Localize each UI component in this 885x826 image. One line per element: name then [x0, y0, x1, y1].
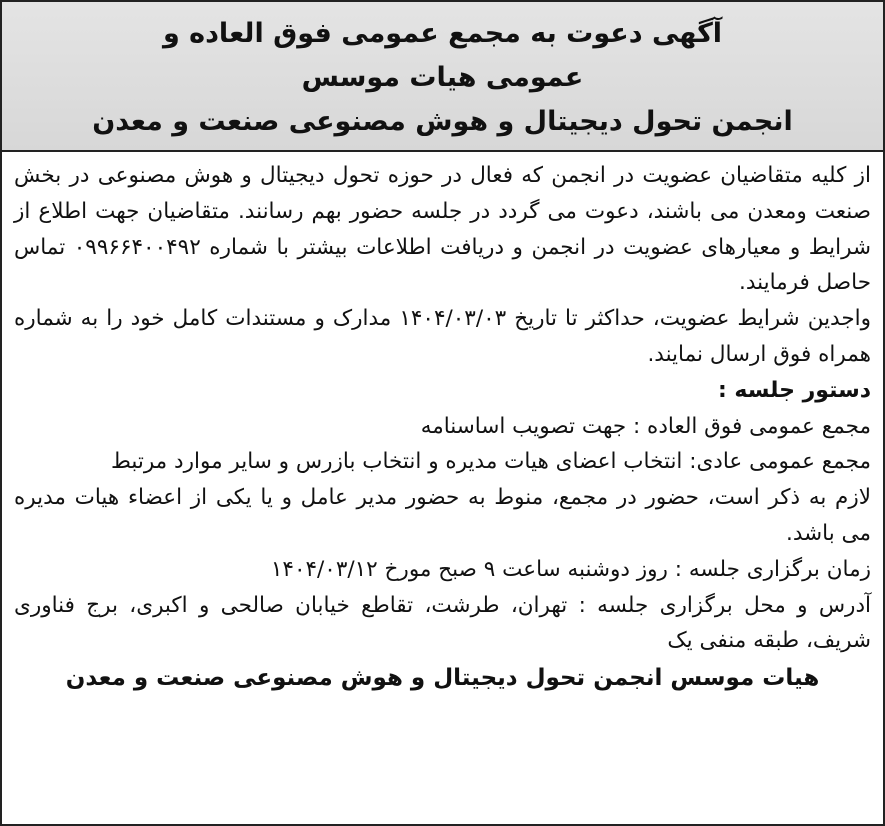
agenda-item-ordinary: مجمع عمومی عادی: انتخاب اعضای هیات مدیره و انتخاب بازرس و سایر موارد مرتبط: [110, 449, 871, 475]
meeting-time: زمان برگزاری جلسه : روز دوشنبه ساعت ۹ صبح مورخ ۱۴۰۴/۰۳/۱۲: [270, 556, 871, 582]
header-title-line-3: انجمن تحول دیجیتال و هوش مصنوعی صنعت و معدن: [92, 106, 793, 137]
header-title-line-2: عمومی هیات موسس: [301, 62, 584, 93]
deadline-paragraph: واجدین شرایط عضویت، حداکثر تا تاریخ ۱۴۰۴/۰۳/۰۳ مدارک و مستندات کامل خود را به شماره همراه فوق ارسال نمایند.: [14, 306, 871, 367]
notice-header: [2, 2, 883, 152]
footer-signature: هیات موسس انجمن تحول دیجیتال و هوش مصنوعی صنعت و معدن: [65, 665, 820, 692]
attendance-note: لازم به ذکر است، حضور در مجمع، منوط به حضور مدیر عامل و یا یکی از اعضاء هیات مدیره می باشد.: [14, 485, 871, 546]
header-title-line-1: آگهی دعوت به مجمع عمومی فوق العاده و: [162, 18, 723, 49]
meeting-address: آدرس و محل برگزاری جلسه : تهران، طرشت، تقاطع خیابان صالحی و اکبری، برج فناوری شریف، طبقه منفی یک: [14, 592, 871, 654]
agenda-heading: دستور جلسه :: [717, 377, 871, 403]
agenda-item-extraordinary: مجمع عمومی فوق العاده : جهت تصویب اساسنامه: [420, 413, 871, 439]
notice-body: [2, 152, 883, 659]
invitation-paragraph: از کلیه متقاضیان عضویت در انجمن که فعال در حوزه تحول دیجیتال و هوش مصنوعی در بخش صنعت ومعدن می باشند، دعوت می گردد در جلسه حضور بهم رسانند. متقاضیان جهت اطلاع از شرایط و معیارهای عضویت در انجمن و دریافت اطلاعات بیشتر با شماره ۰۹۹۶۶۴۰۰۴۹۲ تماس حاصل فرمایند.: [14, 163, 872, 296]
